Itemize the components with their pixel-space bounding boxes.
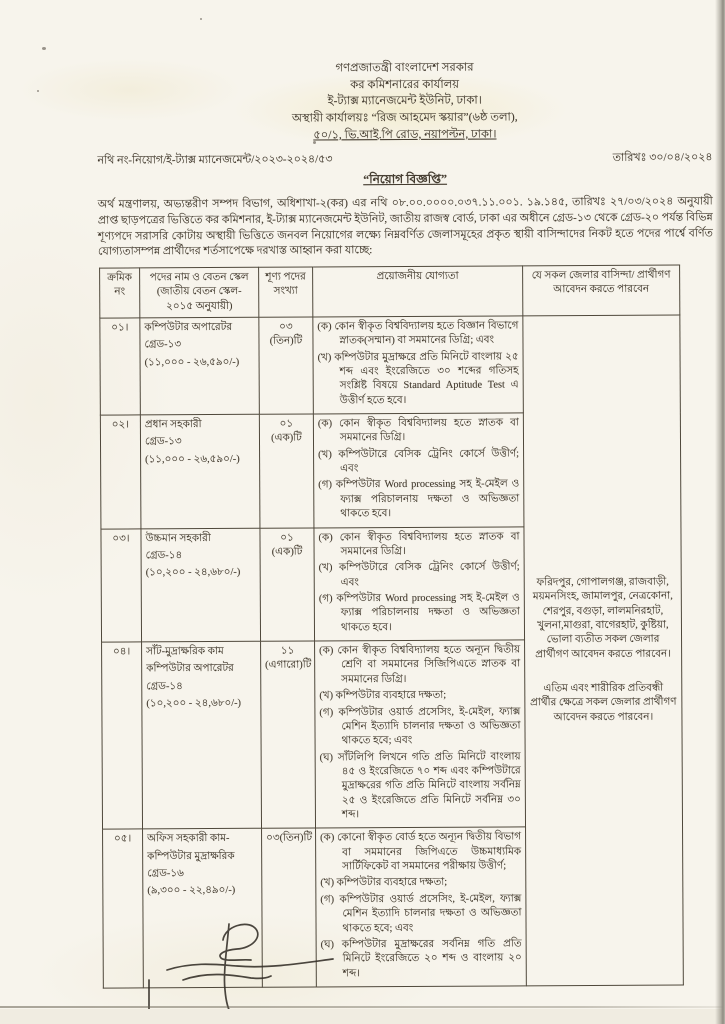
post-line: গ্রেড-১৪ <box>145 550 183 562</box>
orphan-disabled-paragraph: এতিম এবং শারীরিক প্রতিবন্ধী প্রার্থীর ক্ষেত্রে সকল জেলার প্রার্থীগণ আবেদন করতে পারবেন। <box>530 682 677 723</box>
post-line: গ্রেড-১৬ <box>147 868 184 880</box>
qualification-item: (গ) কম্পিউটার Word processing সহ ই-মেইল ও ফ্যাক্স পরিচালনায় দক্ষতা ও অভিজ্ঞতা থাকতে হবে। <box>318 592 520 634</box>
post-line: গ্রেড-১৩ <box>144 436 182 448</box>
vacancy-line: ০৩ <box>279 321 293 333</box>
qualification-item: (গ) কম্পিউটার ওয়ার্ড প্রসেসিং, ই-মেইল, ফ্যাক্স মেশিন ইত্যাদি চালনার দক্ষতা ও অভিজ্ঞতা থাকতে হবে; এবং <box>319 705 521 747</box>
vacancy-line: (এক)টি <box>271 546 303 558</box>
post-name-cell <box>142 641 262 829</box>
qualification-item: (ক) কোন স্বীকৃত বিশ্ববিদ্যালয় হতে স্নাতক বা সমমানের ডিগ্রি। <box>318 530 520 558</box>
col-header-districts: যে সকল জেলার বাসিন্দা/ প্রার্থীগণ আবেদন করতে পারবেন <box>523 265 680 316</box>
post-line: (১০,২০০ - ২৪,৬৮০/-) <box>145 567 241 579</box>
col-header-qualification: প্রয়োজনীয় যোগ্যতা <box>313 266 523 317</box>
document-content <box>97 58 717 1024</box>
memo-number: নথি নং-নিয়োগ/ই-ট্যাক্স ম্যানেজমেন্ট/২০২৩-২০২৪/৫৩ <box>97 153 333 167</box>
post-name-cell <box>141 528 261 642</box>
vacancy-line: (তিন)টি <box>269 335 303 347</box>
post-line: কম্পিউটার অপারেটর <box>144 321 233 334</box>
signature-scribble <box>125 918 395 1018</box>
qualification-item: (ক) কোনো স্বীকৃত বোর্ড হতে অন্যূন দ্বিতীয় বিভাগ বা সমমানের জিপিএতে উচ্চমাধ্যমিক সার্টিফিকেট বা সমমানের পরীক্ষায় উত্তীর্ণ; <box>320 831 522 873</box>
post-line: (১০,২০০ - ২৪,৬৮০/-) <box>146 698 242 710</box>
qualification-item: (ক) কোন স্বীকৃত বিশ্ববিদ্যালয় হতে স্নাতক বা সমমানের ডিগ্রি। <box>317 417 519 444</box>
serial-cell: ০২। <box>100 415 141 529</box>
qualification-item: (খ) কম্পিউটারে বেসিক ট্রেনিং কোর্সে উত্তীর্ণ; এবং <box>318 561 520 588</box>
qualification-item: (ক) কোন স্বীকৃত বিশ্ববিদ্যালয় হতে বিজ্ঞান বিভাগে স্নাতক(সম্মান) বা সমমানের ডিগ্রি; এবং <box>317 320 519 347</box>
letterhead-line-unit: ই-ট্যাক্স ম্যানেজমেন্ট ইউনিট, ঢাকা। <box>327 94 482 108</box>
requirements-table <box>99 264 684 988</box>
post-line: সাঁট-মুদ্রাক্ষরিক কাম <box>146 646 224 658</box>
qualification-item: (গ) কম্পিউটার ওয়ার্ড প্রসেসিং, ই-মেইল, ফ্যাক্স মেশিন ইত্যাদি চালনার দক্ষতা ও অভিজ্ঞতা থাকতে হবে; এবং <box>320 893 522 934</box>
memo-row <box>97 149 712 171</box>
qualifications-cell <box>313 316 524 414</box>
vacancy-line: ০৩(তিন)টি <box>266 832 313 845</box>
requirements-table-header <box>100 265 680 318</box>
scan-speck <box>37 90 39 92</box>
qualification-item: (গ) কম্পিউটার Word processing সহ ই-মেইল ও ফ্যাক্স পরিচালনায় দক্ষতা ও অভিজ্ঞতা থাকতে হবে। <box>318 478 520 520</box>
post-line: (১১,০০০ - ২৬,৫৯০/-) <box>144 356 240 368</box>
vacancy-line: ১১ <box>280 645 295 657</box>
scan-speck <box>200 18 202 20</box>
letterhead-line-office: কর কমিশনারের কার্যালয় <box>350 78 460 91</box>
post-name-cell <box>140 317 260 415</box>
vacancy-line: (এক)টি <box>271 432 302 445</box>
post-name-cell <box>140 414 260 528</box>
post-line: উচ্চমান সহকারী <box>145 532 211 544</box>
vacancy-cell <box>259 317 314 414</box>
letterhead-line-temp-office: অস্থায়ী কার্যালয়ঃ “রিজ আহমেদ স্কয়ার”(৬ষ্ঠ তলা), <box>291 111 518 125</box>
serial-cell: ০১। <box>100 318 141 415</box>
post-line: প্রধান সহকারী <box>144 419 202 431</box>
requirements-table-body <box>100 315 684 988</box>
letterhead-line-government: গণপ্রজাতন্ত্রী বাংলাদেশ সরকার <box>335 61 474 75</box>
qualification-item: (ঘ) সাঁটলিপি লিখনে গতি প্রতি মিনিটে বাংলায় ৪৫ ও ইংরেজিতে ৭০ শব্দ এবং কম্পিউটারে মুদ্রাক্ষরের গতি প্রতি মিনিটে বাংলায় সর্বনিম্ন ২৫ ও ইংরেজিতে প্রতি মিনিটে সর্বনিম্ন ৩০ শব্দ। <box>319 750 521 821</box>
scanner-bed-area <box>0 1009 725 1024</box>
scan-speck <box>42 47 46 50</box>
qualifications-cell <box>314 526 525 641</box>
districts-cell <box>523 315 684 986</box>
post-line: গ্রেড-১৪ <box>146 680 183 693</box>
scan-speck <box>313 141 316 144</box>
qualification-item: (খ) কম্পিউটারে বেসিক ট্রেনিং কোর্সে উত্তীর্ণ; এবং <box>318 448 520 475</box>
memo-date: তারিখঃ ৩০/০৪/২০২৪ <box>612 151 713 165</box>
post-line: কম্পিউটার মুদ্রাক্ষরিক <box>147 850 235 863</box>
vacancy-line: (এগারো)টি <box>265 659 312 672</box>
col-header-serial: ক্রমিক নং <box>100 268 140 318</box>
serial-cell: ০৪। <box>102 642 143 830</box>
qualifications-cell <box>315 640 526 828</box>
post-line: অফিস সহকারী কাম- <box>147 833 230 845</box>
qualifications-cell <box>313 413 524 528</box>
table-row <box>100 315 681 415</box>
post-line: কম্পিউটার অপারেটর <box>146 663 234 675</box>
vacancy-cell <box>260 528 315 642</box>
qualification-item: (খ) কম্পিউটার মুদ্রাক্ষরে প্রতি মিনিটে বাংলায় ২৫ শব্দ এবং ইংরেজিতে ৩০ শব্দের গতিসহ সংশ্লিষ্ট বিষয়ে Standard Aptitude Test এ উত্তীর্ণ হতে হবে। <box>317 351 519 407</box>
paper-right-edge <box>715 0 725 1024</box>
vacancy-cell <box>259 414 314 528</box>
col-header-vacancy: শূণ্য পদের সংখ্যা <box>259 267 313 317</box>
qualification-item: (খ) কম্পিউটার ব্যবহারে দক্ষতা; <box>319 689 447 702</box>
serial-cell: ০৩। <box>101 528 142 642</box>
post-line: (১১,০০০ - ২৬,৫৯০/-) <box>145 453 240 466</box>
post-line: (৯,৩০০ - ২২,৪৯০/-) <box>147 885 236 897</box>
vacancy-line: ০১ <box>279 418 294 430</box>
letterhead <box>97 58 712 145</box>
vacancy-cell <box>261 641 316 829</box>
letterhead-line-address: ৫০/১, ভি.আই.পি রোড, নয়াপল্টন, ঢাকা। <box>313 128 497 142</box>
qualification-item: (খ) কম্পিউটার ব্যবহারে দক্ষতা; <box>320 877 448 889</box>
districts-paragraph: ফরিদপুর, গোপালগঞ্জ, রাজবাড়ী, ময়মনসিংহ, জামালপুর, নেত্রকোনা, শেরপুর, বগুড়া, লালমনিরহাট, খুলনা,মাগুরা, বাগেরহাট, কুষ্টিয়া, ভোলা ব্যতীত সকল জেলার প্রার্থীগণ আবেদন করতে পারবেন। <box>532 576 673 660</box>
qualification-item: (ঘ) কম্পিউটার মুদ্রাক্ষরের সর্বনিম্ন গতি প্রতি মিনিটে ইংরেজিতে ২০ শব্দ ও বাংলায় ২০ শব্দ। <box>320 938 522 979</box>
qualification-item: (ক) কোন স্বীকৃত বিশ্ববিদ্যালয় হতে অন্যূন দ্বিতীয় শ্রেণি বা সমমানের সিজিপিএতে স্নাতক বা সমমানের ডিগ্রি। <box>319 644 521 686</box>
serial-cell: ০৫। <box>103 829 144 988</box>
post-line: গ্রেড-১৩ <box>144 339 182 351</box>
paper-bottom-edge <box>0 1006 725 1008</box>
col-header-post: পদের নাম ও বেতন স্কেল (জাতীয় বেতন স্কেল- ২০১৫ অনুযায়ী) <box>140 267 259 318</box>
intro-paragraph: অর্থ মন্ত্রণালয়, অভ্যন্তরীণ সম্পদ বিভাগ, অধিশাখা-২(কর) এর নথি ০৮.০০.০০০০.০৩৭.১১.০০১. ১৯.১৪৫, তারিখঃ ২৭/০৩/২০২৪ অনুযায়ী প্রাপ্ত ছাড়পত্রের ভিত্তিতে কর কমিশনার, ই-ট্যাক্স ম্যানেজমেন্ট ইউনিট, জাতীয় রাজস্ব বোর্ড, ঢাকা এর অধীনে গ্রেড-১৩ থেকে গ্রেড-২০ পর্যন্ত বিভিন্ন শূণ্যপদে সরাসরি কোটায় অস্থায়ী ভিত্তিতে জনবল নিয়োগের লক্ষ্যে নিম্নবর্ণিত জেলাসমূহের প্রকৃত স্থায়ী বাসিন্দাদের নিকট হতে পদের পার্শ্বে বর্ণিত যোগ্যতাসম্পন্ন প্রার্থীদের শর্তসাপেক্ষে দরখাস্ত আহ্বান করা যাচ্ছে: <box>97 195 713 258</box>
notice-title: “নিয়োগ বিজ্ঞপ্তি” <box>363 172 448 187</box>
vacancy-line: ০১ <box>280 532 294 544</box>
